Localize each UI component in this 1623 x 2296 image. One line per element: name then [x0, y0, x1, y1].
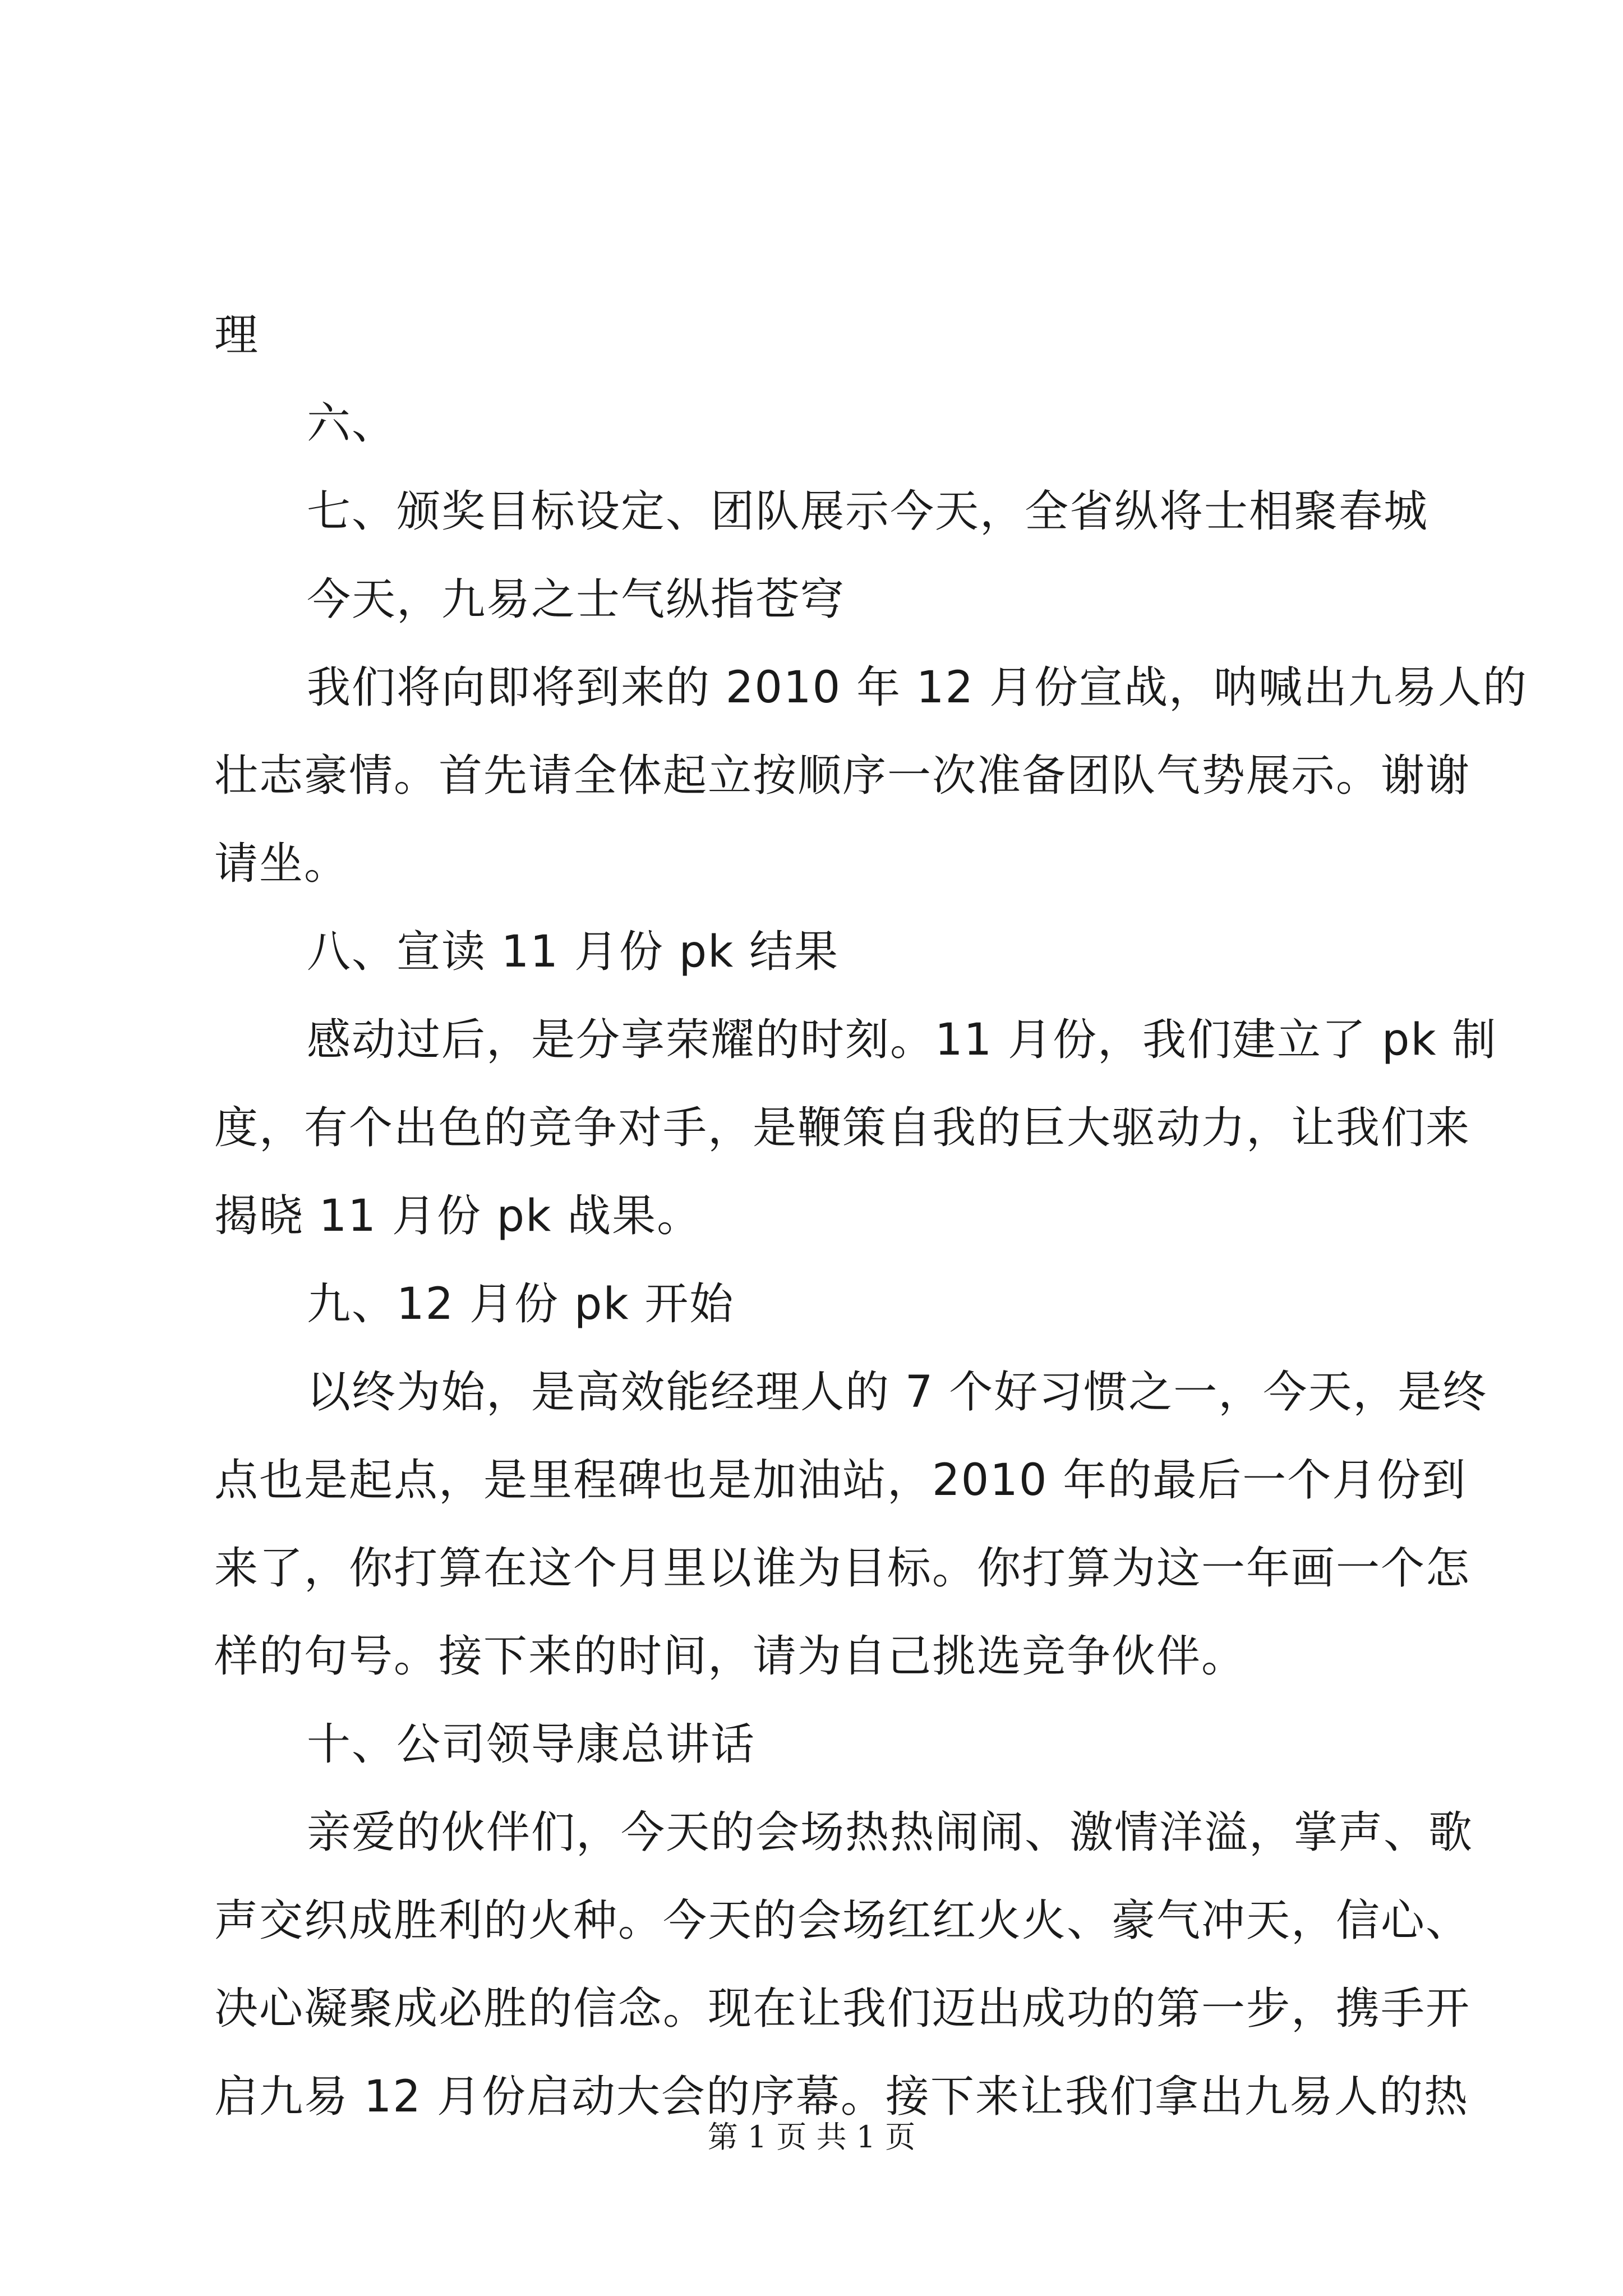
text-line: 壮志豪情。首先请全体起立按顺序一次准备团队气势展示。谢谢 — [214, 751, 1471, 801]
section-heading: 十、公司领导康总讲话 — [307, 1719, 756, 1770]
section-heading: 八、宣读 11 月份 pk 结果 — [307, 927, 840, 977]
section-heading: 七、颁奖目标设定、团队展示今天，全省纵将士相聚春城 — [307, 486, 1429, 537]
text-line: 揭晓 11 月份 pk 战果。 — [214, 1191, 702, 1241]
text-line: 样的句号。接下来的时间，请为自己挑选竞争伙伴。 — [214, 1631, 1247, 1682]
document-body — [214, 292, 1528, 2141]
paragraph-first-line: 以终为始，是高效能经理人的 7 个好习惯之一，今天，是终 — [307, 1367, 1488, 1418]
text-line: 决心凝聚成必胜的信念。现在让我们迈出成功的第一步，携手开 — [214, 1984, 1471, 2034]
text-line: 请坐。 — [214, 839, 349, 889]
page-footer: 第 1 页 共 1 页 — [707, 2119, 916, 2155]
paragraph-first-line: 我们将向即将到来的 2010 年 12 月份宣战，呐喊出九易人的 — [307, 662, 1528, 713]
paragraph-first-line: 感动过后，是分享荣耀的时刻。11 月份，我们建立了 pk 制 — [307, 1015, 1497, 1065]
text-line: 声交织成胜利的火种。今天的会场红红火火、豪气冲天，信心、 — [214, 1895, 1471, 1946]
paragraph-first-line: 亲爱的伙伴们，今天的会场热热闹闹、激情洋溢，掌声、歌 — [307, 1807, 1474, 1858]
text-line: 点也是起点，是里程碑也是加油站，2010 年的最后一个月份到 — [214, 1455, 1467, 1506]
section-heading: 六、 — [307, 398, 397, 449]
text-line: 今天，九易之士气纵指苍穹 — [307, 574, 846, 625]
text-line: 来了，你打算在这个月里以谁为目标。你打算为这一年画一个怎 — [214, 1543, 1471, 1594]
text-line: 启九易 12 月份启动大会的序幕。接下来让我们拿出九易人的热 — [214, 2072, 1469, 2122]
text-line: 度，有个出色的竞争对手，是鞭策自我的巨大驱动力，让我们来 — [214, 1103, 1471, 1153]
section-heading: 九、12 月份 pk 开始 — [307, 1279, 735, 1329]
text-line: 理 — [214, 310, 260, 361]
